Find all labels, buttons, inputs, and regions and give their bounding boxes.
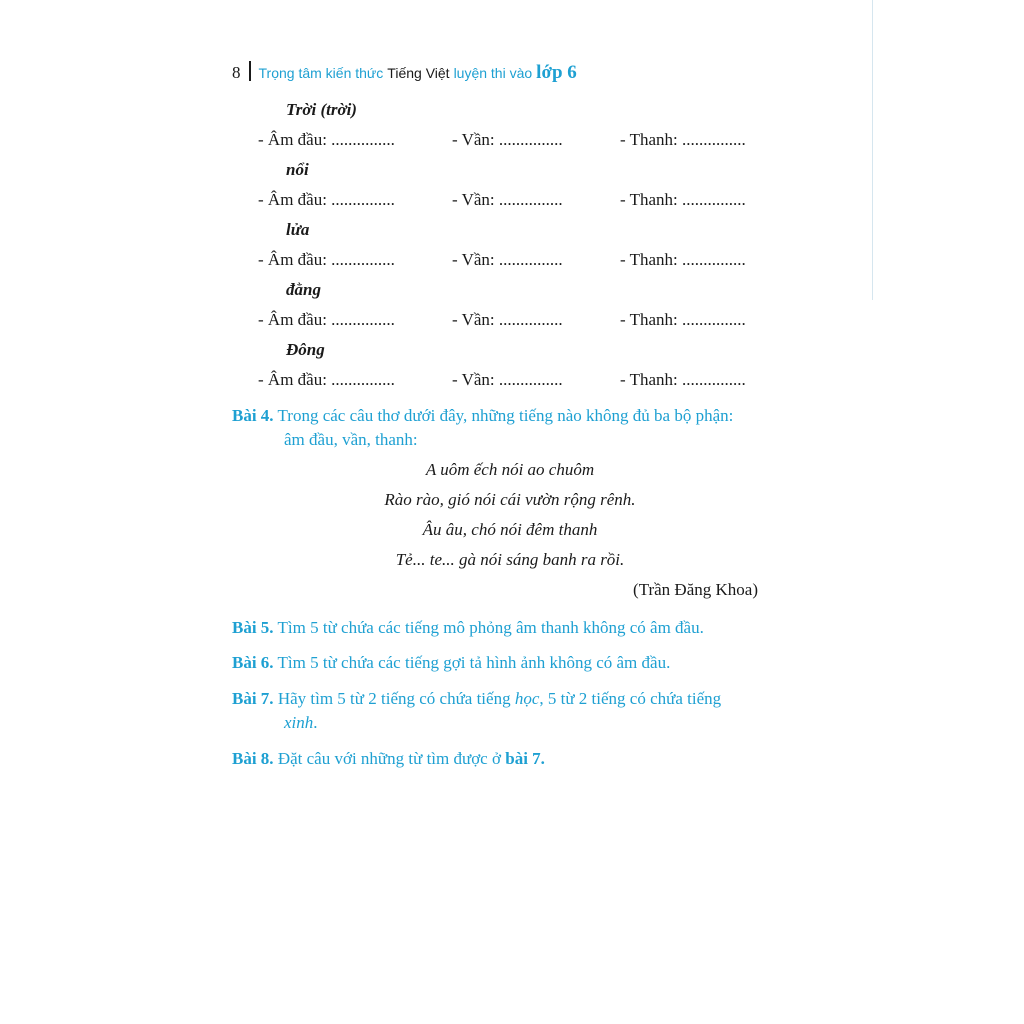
exercise-6-label: Bài 6. bbox=[232, 653, 274, 672]
running-header bbox=[232, 58, 577, 86]
exercise-7-label: Bài 7. bbox=[232, 689, 274, 708]
exercise-4-line-1: Trong các câu thơ dưới đây, những tiếng nào không đủ ba bộ phận: bbox=[277, 406, 734, 425]
exercise-4 bbox=[232, 404, 792, 452]
field-am-dau: - Âm đầu: ............... bbox=[258, 130, 395, 149]
page-edge-line bbox=[872, 0, 873, 300]
exercise-7 bbox=[232, 687, 792, 735]
exercise-5-label: Bài 5. bbox=[232, 618, 274, 637]
exercise-6 bbox=[232, 651, 792, 675]
syllable-word: Đông bbox=[286, 340, 325, 359]
field-van: - Vần: ............... bbox=[452, 370, 563, 389]
exercise-4-label: Bài 4. bbox=[232, 406, 274, 425]
field-am-dau: - Âm đầu: ............... bbox=[258, 310, 395, 329]
exercise-8 bbox=[232, 747, 792, 771]
poem-author: (Trần Đăng Khoa) bbox=[633, 580, 758, 599]
syllable-word: Trời (trời) bbox=[286, 100, 357, 119]
syllable-word: nổi bbox=[286, 160, 309, 179]
field-am-dau: - Âm đầu: ............... bbox=[258, 370, 395, 389]
exercise-8-ref: bài 7. bbox=[505, 749, 545, 768]
field-am-dau: - Âm đầu: ............... bbox=[258, 190, 395, 209]
field-van: - Vần: ............... bbox=[452, 250, 563, 269]
exercise-7-word-b: xinh bbox=[284, 713, 314, 732]
field-thanh: - Thanh: ............... bbox=[620, 370, 746, 389]
field-van: - Vần: ............... bbox=[452, 190, 563, 209]
exercise-7-word-a: học bbox=[514, 689, 540, 708]
exercise-7-text-b: , 5 từ 2 tiếng có chứa tiếng bbox=[539, 689, 722, 708]
exercise-7-text-a: Hãy tìm 5 từ 2 tiếng có chứa tiếng bbox=[277, 689, 511, 708]
header-part-2: Tiếng Việt bbox=[387, 65, 450, 81]
field-van: - Vần: ............... bbox=[452, 310, 563, 329]
syllable-word: đằng bbox=[286, 280, 321, 299]
exercise-4-line-2: âm đầu, vần, thanh: bbox=[284, 430, 418, 449]
field-thanh: - Thanh: ............... bbox=[620, 250, 746, 269]
field-thanh: - Thanh: ............... bbox=[620, 190, 746, 209]
exercise-8-label: Bài 8. bbox=[232, 749, 274, 768]
poem-line: A uôm ếch nói ao chuôm bbox=[425, 460, 595, 479]
header-grade: lớp 6 bbox=[536, 62, 577, 83]
exercise-6-text: Tìm 5 từ chứa các tiếng gợi tả hình ảnh không có âm đầu. bbox=[277, 653, 671, 672]
field-thanh: - Thanh: ............... bbox=[620, 310, 746, 329]
header-divider bbox=[249, 61, 251, 81]
header-part-3: luyện thi vào bbox=[453, 65, 533, 81]
page-number: 8 bbox=[232, 63, 241, 82]
poem-line: Âu âu, chó nói đêm thanh bbox=[422, 520, 598, 539]
exercise-7-end: . bbox=[313, 713, 318, 732]
field-thanh: - Thanh: ............... bbox=[620, 130, 746, 149]
poem-line: Tẻ... te... gà nói sáng banh ra rồi. bbox=[395, 550, 625, 569]
header-part-1: Trọng tâm kiến thức bbox=[258, 65, 384, 81]
poem-line: Rào rào, gió nói cái vườn rộng rênh. bbox=[384, 490, 636, 509]
exercise-5-text: Tìm 5 từ chứa các tiếng mô phỏng âm thanh không có âm đầu. bbox=[277, 618, 704, 637]
field-am-dau: - Âm đầu: ............... bbox=[258, 250, 395, 269]
exercise-8-text: Đặt câu với những từ tìm được ở bbox=[277, 749, 501, 768]
syllable-word: lửa bbox=[286, 220, 310, 239]
field-van: - Vần: ............... bbox=[452, 130, 563, 149]
exercise-5 bbox=[232, 616, 792, 640]
